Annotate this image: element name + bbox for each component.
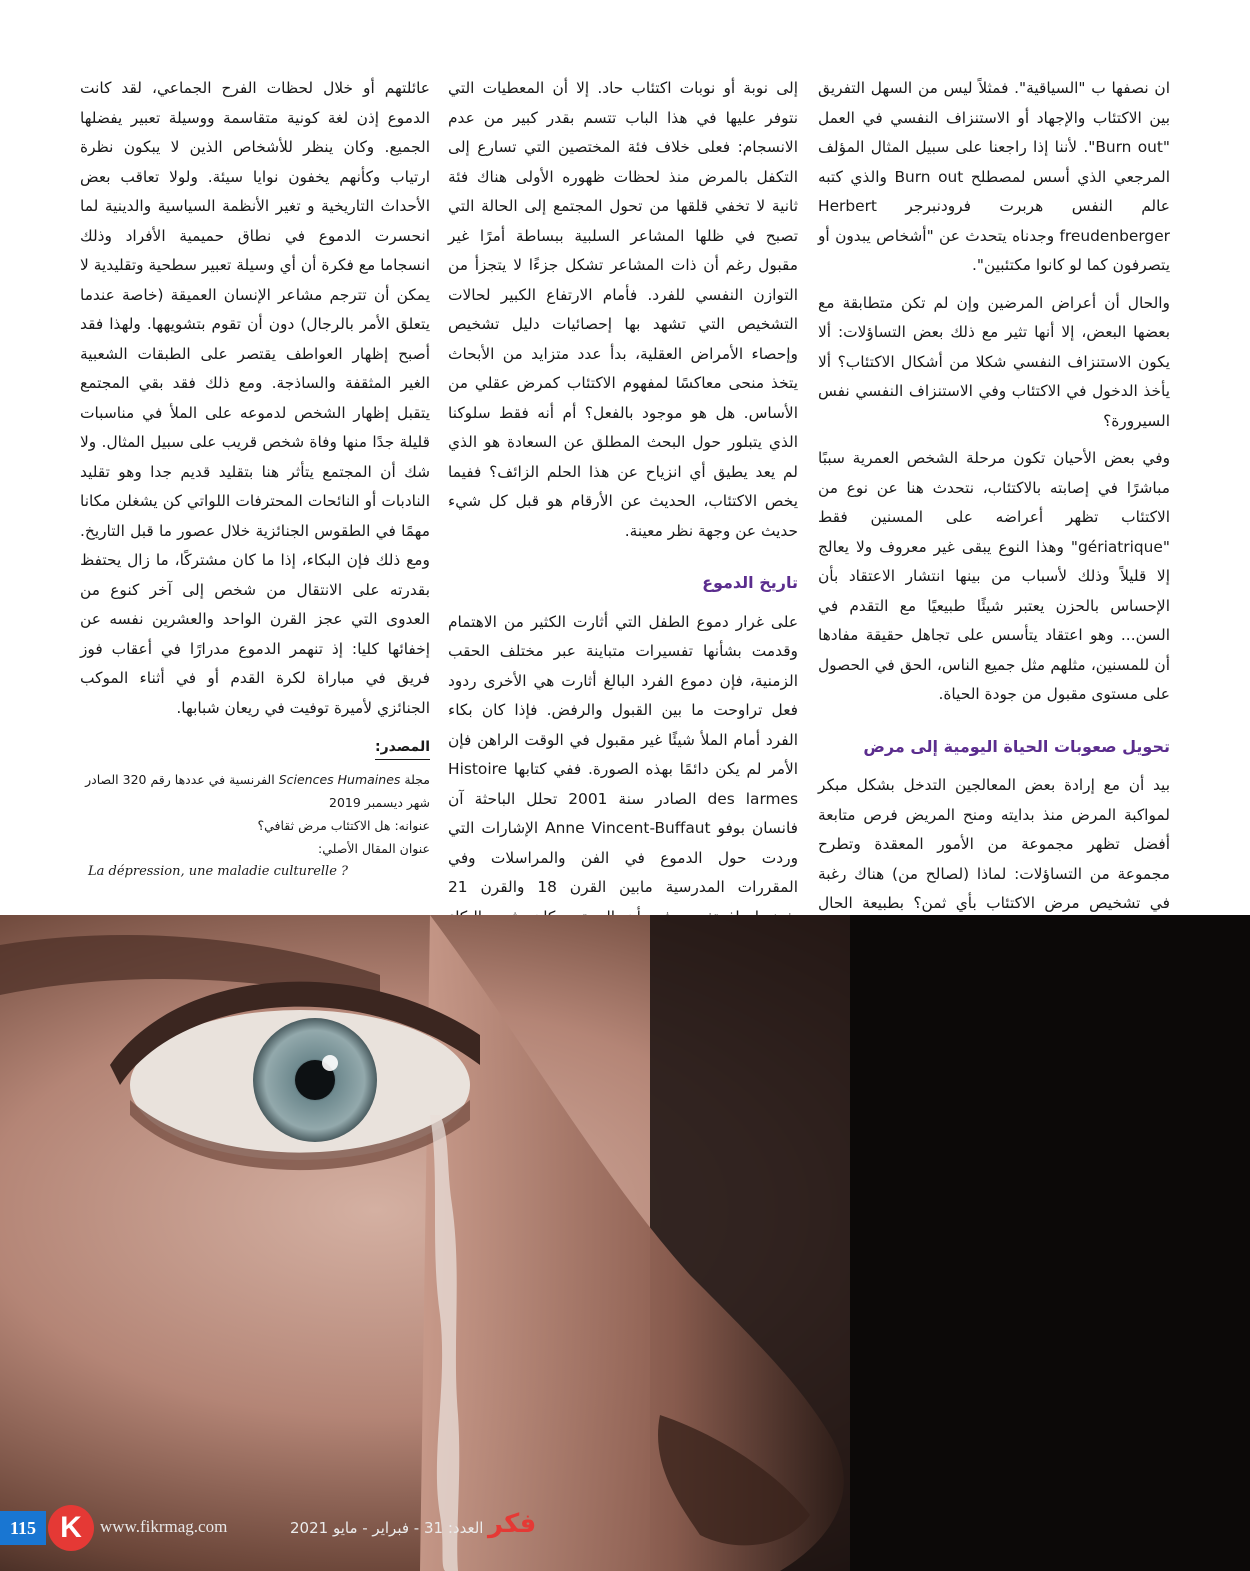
- source-block: [80, 735, 430, 883]
- section-heading: تاريخ الدموع: [702, 573, 798, 592]
- paragraph: بيد أن مع إرادة بعض المعالجين التدخل بشكل مبكر لمواكبة المرض منذ بدايته ومنح المريض فرص متابعة أفضل تظهر مجموعة من الأمور المعقدة وتطرح مجموعة من التساؤلات: لماذا (لصالح من) هناك رغبة في تشخيص مرض الاكتئاب بأي ثمن؟ بطبيعة الحال: [818, 776, 1170, 912]
- issue-info: العدد: 31 - فبراير - مايو 2021: [290, 1519, 484, 1537]
- column-right: [818, 74, 1170, 986]
- crying-face-photo: [0, 915, 1250, 1571]
- brand-logo: فكر: [488, 1509, 537, 1539]
- column-left: [80, 74, 430, 731]
- section-heading: تحويل صعوبات الحياة اليومية إلى مرض: [863, 736, 1170, 756]
- source-line: عنوانه: هل الاكتئاب مرض ثقافي؟: [257, 818, 430, 833]
- column-middle: [448, 74, 798, 999]
- page-footer: [0, 1503, 1250, 1553]
- paragraph: على غرار دموع الطفل التي أثارت الكثير من الاهتمام وقدمت بشأنها تفسيرات متباينة عبر مختلف الحقب الزمنية، فإن دموع الفرد البالغ أثارت هي الأخرى ردود فعل تراوحت ما بين القبول والرفض. فإذا كان بكاء الفرد أمام الملأ شيئًا غير مقبول في الوقت الراهن فإن الأمر لم يكن دائمًا بهذه الصورة. ففي كتابها Histoire des larmes الصادر سنة 2001 تحلل الباحثة آن فانسان بوفو Anne Vincent-Buffaut الإشارات التي وردت حول الدموع في الفن والمراسلات وفي المقررات المدرسية مابين القرن 18 والقرن 21: [448, 612, 798, 896]
- source-line: شهر ديسمبر 2019: [329, 795, 430, 810]
- page-number: 115: [0, 1511, 46, 1545]
- source-text: الفرنسية في عددها رقم 320 الصادر: [85, 772, 275, 787]
- paragraph: وفي بعض الأحيان تكون مرحلة الشخص العمرية سببًا مباشرًا في إصابته بالاكتئاب، نتحدث هنا عن نوع من الاكتئاب تظهر أعراضه على المسنين فقط "gériatrique" وهذا النوع يبقى غير معروف ولا يعالج إلا قليلاً وذلك لأسباب من بينها انتشار الاعتقاد بأن الإحساس بالحزن يعتبر شيئًا طبيعيًا مع التقدم في السن... وهو اعتقاد يتأسس على تجاهل حقيقة مفادها أن للمسنين، مثلهم مثل جميع الناس، الحق في الحصول على مستوى مقبول من جودة الحياة.: [818, 449, 1170, 703]
- source-text: مجلة: [404, 772, 430, 787]
- source-line: [80, 768, 430, 791]
- original-title: La dépression, une maladie culturelle ?: [88, 864, 349, 879]
- paragraph: عائلتهم أو خلال لحظات الفرح الجماعي، لقد كانت الدموع إذن لغة كونية متقاسمة ووسيلة تعبير يفضلها الجميع. وكان ينظر للأشخاص الذين لا يبكون نظرة ارتياب وكأنهم يخفون نوايا سيئة. ولولا تعاقب بعض الأحداث التاريخية و تغير الأنظمة السياسية والدينية لما انحسرت الدموع في نطاق حميمية الأفراد وذلك انسجاما مع فكرة أن أي وسيلة تعبير سطحية وتقليدية لا يمكن أن تترجم مشاعر الإنسان العميقة (خاصة عندما يتعلق الأمر بالرجال) دون أن تقوم بتشويهها. ولهذا فقد أصبح إظهار العواطف يقتصر على الطبقات الشعبية الغير المثقفة والساذجة. ومع ذلك فقد بقي المجتمع يتقبل إظهار الشخص لدموعه على الملأ في مناسبات قليلة جدًا منها وفاة شخص قريب على سبيل المثال. ولا شك أن المجتمع يتأثر هنا بتقليد قديم جدا وهو تقليد النادبات أو النائحات المحترفات اللواتي كن يشغلن مكانا مهمًا في الطقوس الجنائزية خلال عصور ما قبل التاريخ. ومع ذلك فإن البكاء، إذا ما كان مشتركًا، ما زال يحتفظ بقدرته على الانتقال من شخص إلى آخر كنوع من العدوى التي عجز القرن الواحد والعشرين نفسه عن إخفائها كليا: إذ تنهمر الدموع مدرارًا في أعقاب فوز فريق في مباراة لكرة القدم أو في أثناء الموكب الجنائزي لأميرة توفيت في ريعان شبابها.: [80, 79, 430, 717]
- magazine-name: Sciences Humaines: [278, 772, 401, 787]
- source-label: المصدر:: [375, 736, 430, 760]
- face-illustration: [0, 915, 1250, 1571]
- logo-icon: K: [48, 1505, 94, 1551]
- website-link[interactable]: www.fikrmag.com: [100, 1517, 228, 1536]
- paragraph: إلى نوبة أو نوبات اكتئاب حاد. إلا أن المعطيات التي نتوفر عليها في هذا الباب تتسم بقدر كبير من عدم الانسجام: فعلى خلاف فئة المختصين التي تسارع إلى التكفل بالمرض منذ لحظات ظهوره الأولى هناك فئة ثانية لا تخفي قلقها من تحول المجتمع إلى الحالة التي تصبح في ظلها المشاعر السلبية ببساطة أمرًا غير مقبول رغم أن ذات المشاعر تشكل جزءًا لا يتجزأ من التوازن النفسي للفرد. فأمام الارتفاع الكبير لحالات التشخيص التي تشهد بها إحصائيات دليل تشخيص وإحصاء الأمراض العقلية، بدأ عدد متزايد من الأبحاث يتخذ منحى معاكسًا لمفهوم الاكتئاب كمرض عقلي من الأساس. هل هو موجود بالفعل؟ أم أنه فقط سلوكنا الذي يتبلور حول البحث المطلق عن السعادة هو الذي لم يعد يطيق أي انزياح عن هذا الحلم الزائف؟ ففيما يخص الاكتئاب، الحديث عن الأرقام هو قبل كل شيء حديث عن وجهة نظر معينة.: [448, 79, 798, 540]
- paragraph: ان نصفها ب "السياقية". فمثلاً ليس من السهل التفريق بين الاكتئاب والإجهاد أو الاستنزاف النفسي في العمل "Burn out". لأننا إذا راجعنا على سبيل المثال المؤلف المرجعي الذي أسس لمصطلح Burn out والذي كتبه عالم النفس هربرت فرودنبرجر Herbert freudenberger وجدناه يتحدث عن "أشخاص يبدون أو يتصرفون كما لو كانوا مكتئبين".: [818, 79, 1170, 274]
- paragraph: والحال أن أعراض المرضين وإن لم تكن متطابقة مع بعضها البعض، إلا أنها تثير مع ذلك بعض التساؤلات: ألا يكون الاستنزاف النفسي شكلا من أشكال الاكتئاب؟ ألا يأخذ الدخول في الاكتئاب وفي الاستنزاف النفسي نفس السيرورة؟: [818, 293, 1170, 430]
- source-line: عنوان المقال الأصلي:: [318, 841, 430, 856]
